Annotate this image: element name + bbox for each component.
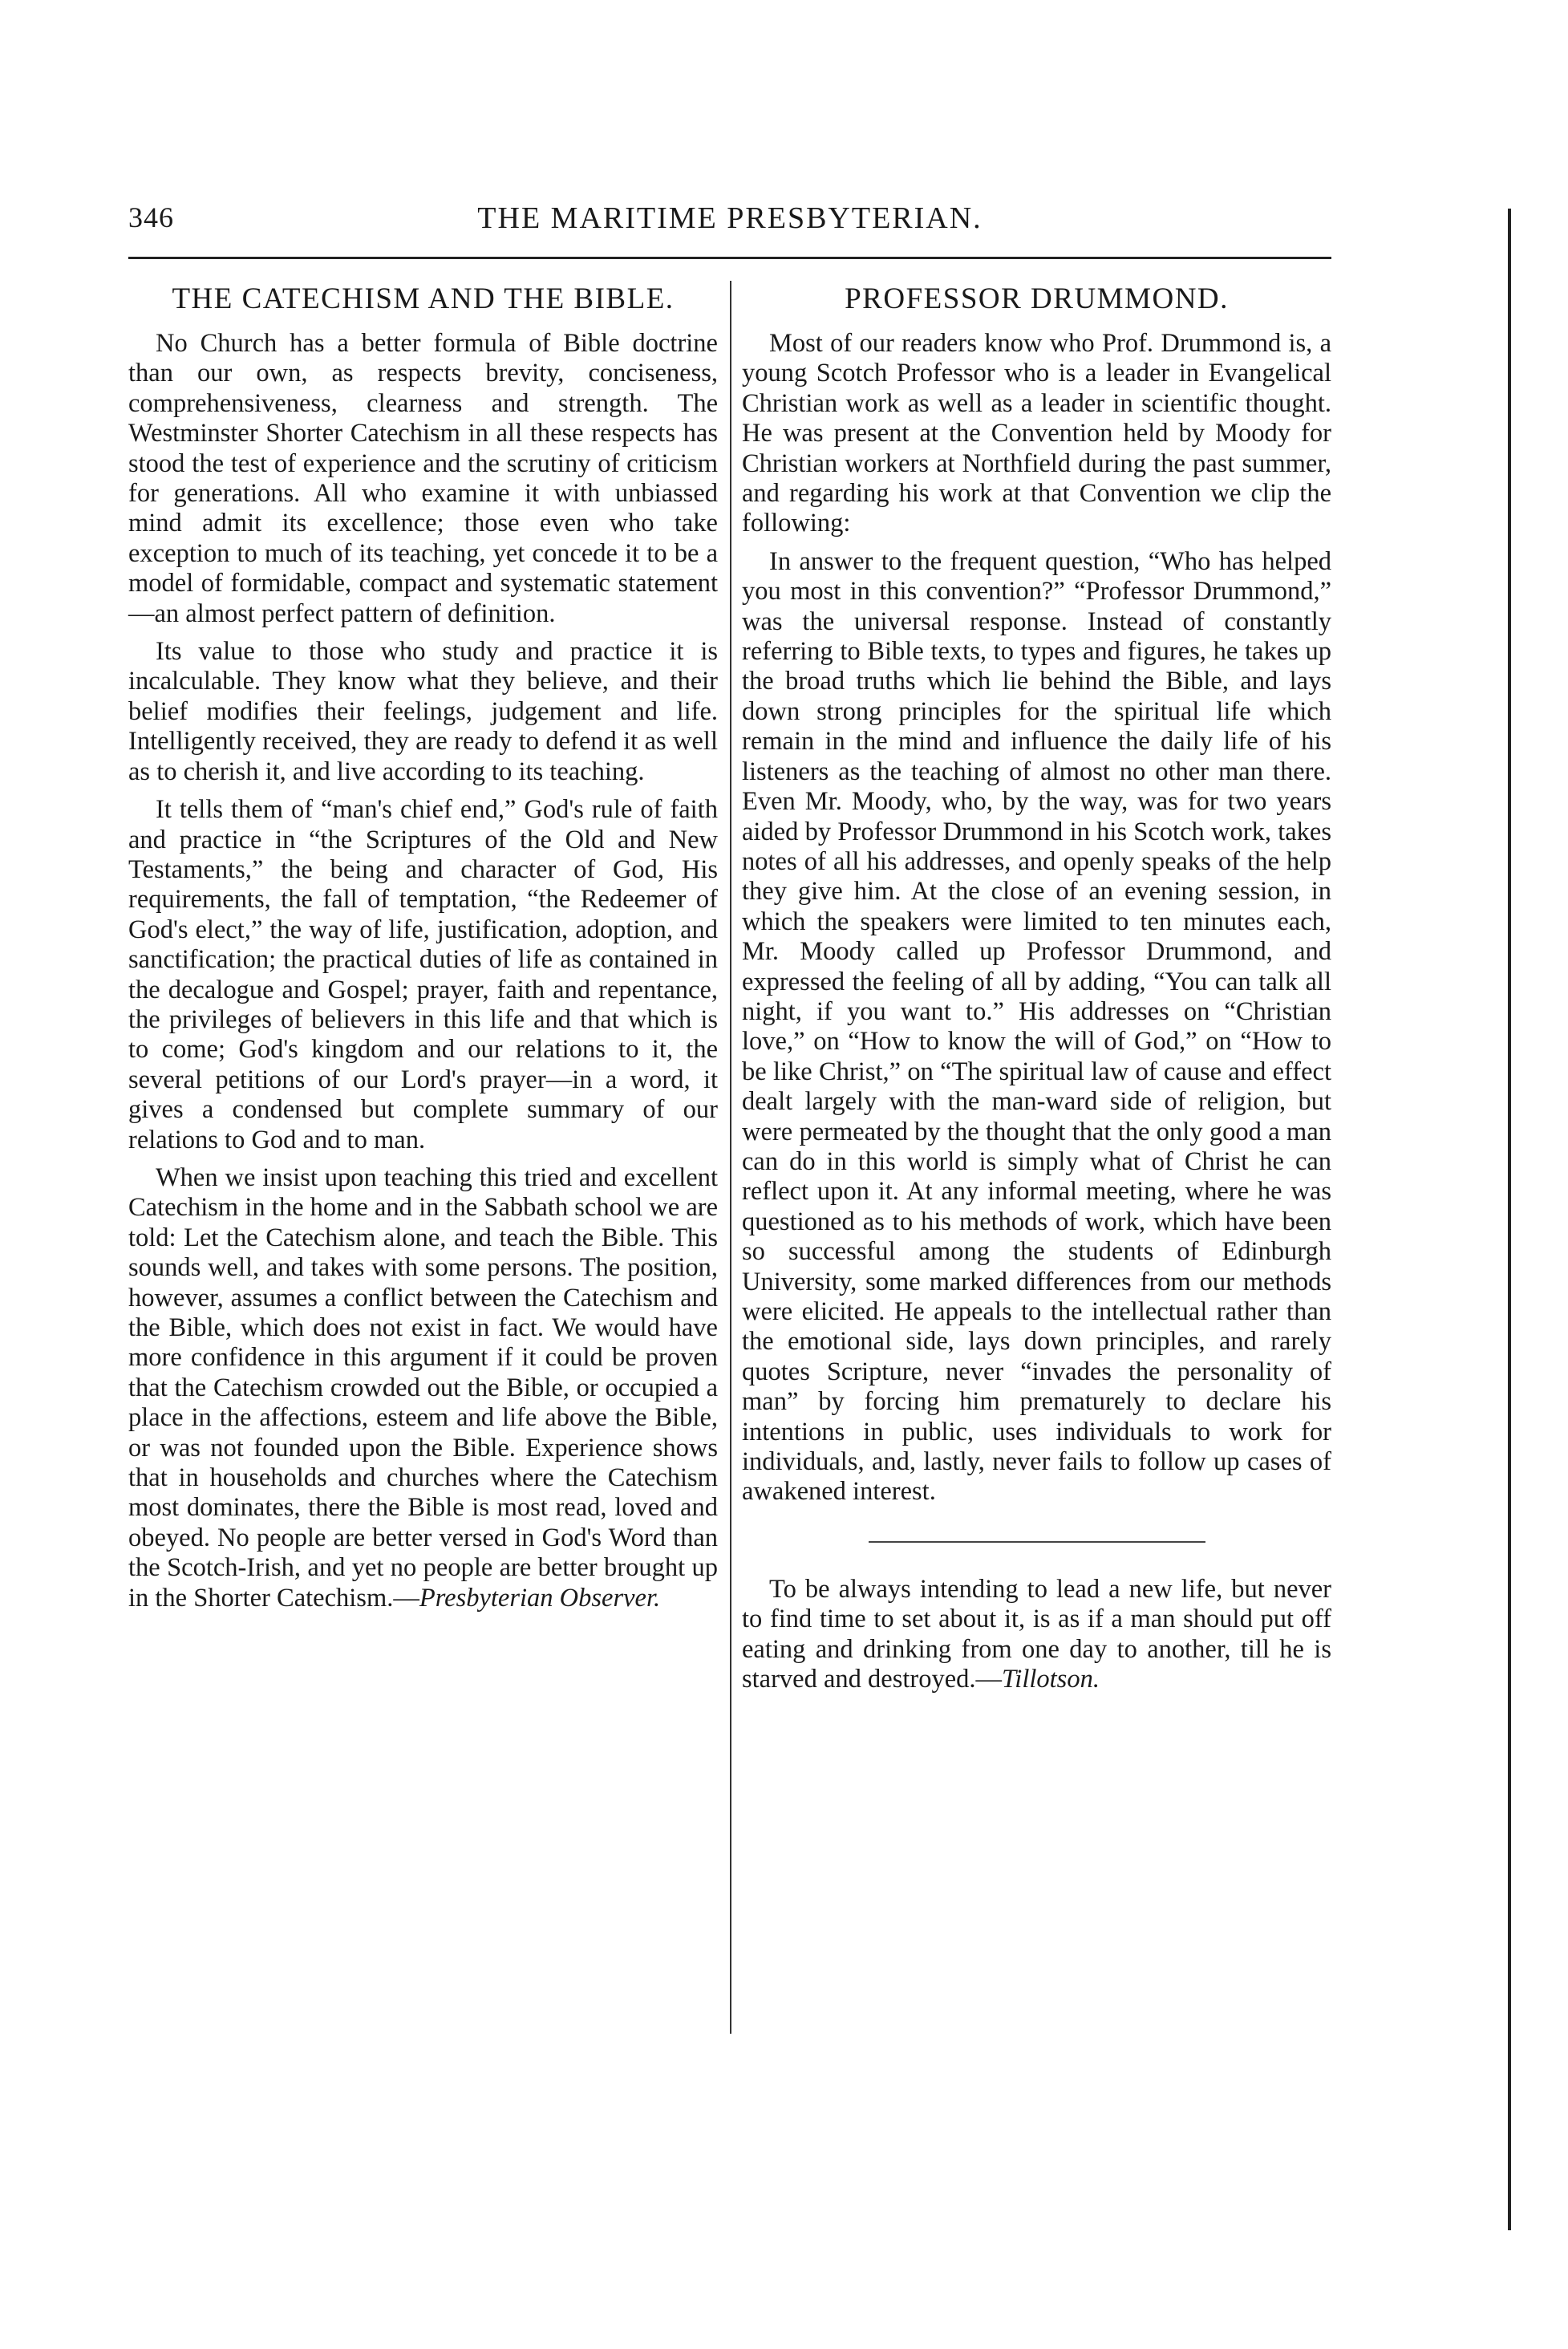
- header-rule: [128, 257, 1331, 259]
- page-number: 346: [128, 201, 174, 233]
- article-paragraph: Its value to those who study and practice it is incalculable. They know what they believe, and their belief modifies their feelings, judgement and life. Intelligently received, they are ready to defend it as well as to cherish it, and live according to its teaching.: [128, 637, 718, 786]
- article-paragraph-text: When we insist upon teaching this tried and excellent Catechism in the home and in the Sabbath school we are told: Let the Catechism alone, and teach the Bible. This sounds well, and takes with some persons. The position, however, assumes a conflict between the Catechism and the Bible, which does not exist in fact. We would have more confidence in this argument if it could be proven that the Catechism crowded out the Bible, or occupied a place in the affections, esteem and life above the Bible, or was not founded upon the Bible. Experience shows that in households and churches where the Catechism most dominates, there the Bible is most read, loved and obeyed. No people are better versed in God's Word than the Scotch-Irish, and yet no people are better brought up in the Shorter Catechism.—: [128, 1162, 718, 1613]
- article-source: Presbyterian Observer.: [419, 1583, 661, 1613]
- quotation-author: Tillotson.: [1002, 1665, 1100, 1694]
- article-paragraph: In answer to the frequent question, “Who has helped you most in this convention?” “Professor Drummond,” was the universal response. Instead of constantly referring to Bible texts, to types and figures, he takes up the broad truths which lie behind the Bible, and lays down strong principles for the spiritual life which remain in the mind and influence the daily life of his listeners as the teaching of almost no other man there. Even Mr. Moody, who, by the way, was for two years aided by Professor Drummond in his Scotch work, takes notes of all his addresses, and openly speaks of the help they give him. At the close of an evening session, in which the speakers were limited to ten minutes each, Mr. Moody called up Professor Drummond, and expressed the feeling of all by adding, “You can talk all night, if you want to.” His addresses on “Christian love,” on “How to know the will of God,” on “How to be like Christ,” on “The spiritual law of cause and effect dealt largely with the man-ward side of religion, but were permeated by the thought that the only good a man can do in this world is simply what of Christ he can reflect upon it. At any informal meeting, where he was questioned as to his methods of work, which have been so successful among the students of Edinburgh University, some marked differences from our methods were elicited. He appeals to the intellectual rather than the emotional side, lays down principles, and rarely quotes Scripture, never “invades the personality of man” by forcing him prematurely to declare his intentions in public, uses individuals to work for individuals, and, lastly, never fails to follow up cases of awakened interest.: [742, 546, 1331, 1507]
- running-head: [128, 201, 1331, 249]
- article-paragraph: Most of our readers know who Prof. Drummond is, a young Scotch Professor who is a leader in Evangelical Christian work as well as a leader in scientific thought. He was present at the Convention held by Moody for Christian workers at Northfield during the past summer, and regarding his work at that Convention we clip the following:: [742, 329, 1331, 538]
- quotation: [742, 1575, 1331, 1695]
- page-edge-rule: [1508, 209, 1511, 2230]
- article-paragraph-final: [128, 1163, 718, 1613]
- section-rule: [869, 1541, 1205, 1543]
- article-drummond: [742, 281, 1331, 1694]
- article-paragraph: No Church has a better formula of Bible doctrine than our own, as respects brevity, conciseness, comprehensiveness, clearness and strength. The Westminster Shorter Catechism in all these respects has stood the test of experience and the scrutiny of criticism for generations. All who examine it with unbiassed mind admit its excellence; those even who take exception to much of its teaching, yet concede it to be a model of formidable, compact and systematic statement—an almost perfect pattern of definition.: [128, 329, 718, 628]
- quotation-text: To be always intending to lead a new life, but never to find time to set about it, is as if a man should put off eating and drinking from one day to another, till he is starved and destroyed.—: [742, 1574, 1331, 1694]
- article-title: THE CATECHISM AND THE BIBLE.: [172, 282, 675, 315]
- article-paragraph: It tells them of “man's chief end,” God's rule of faith and practice in “the Scriptures of the Old and New Testaments,” the being and character of God, His requirements, the fall of temptation, “the Redeemer of God's elect,” the way of life, justification, adoption, and sanctification; the practical duties of life as contained in the decalogue and Gospel; prayer, faith and repentance, the privileges of believers in this life and that which is to come; God's kingdom and our relations to it, the several petitions of our Lord's prayer—in a word, it gives a condensed but complete summary of our relations to God and to man.: [128, 795, 718, 1154]
- article-catechism: [128, 281, 718, 1613]
- journal-title: THE MARITIME PRESBYTERIAN.: [477, 201, 983, 235]
- magazine-page: [128, 201, 1331, 1694]
- two-column-body: [128, 281, 1331, 2030]
- article-title: PROFESSOR DRUMMOND.: [845, 282, 1229, 315]
- column-divider: [730, 281, 731, 2034]
